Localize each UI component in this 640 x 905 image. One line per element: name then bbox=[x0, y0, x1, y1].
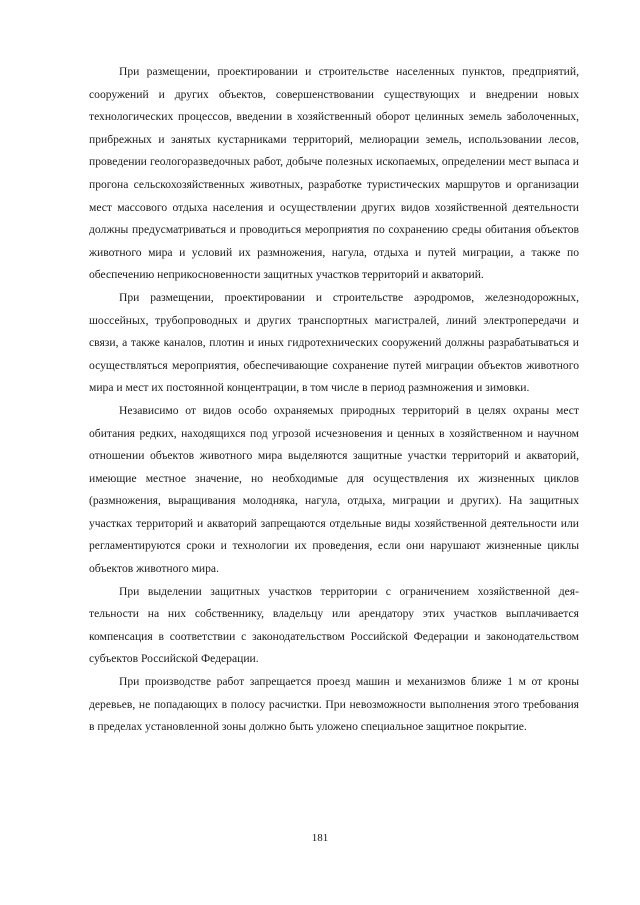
page-number: 181 bbox=[311, 832, 329, 844]
body-text bbox=[89, 61, 579, 739]
paragraph-5: При производстве работ запрещается проезд машин и механизмов ближе 1 м от кроны деревьев, не попадающих в полосу расчистки. При невозможности выполнения этого требования в пределах установленной зоны должно быть уложено специальное защитное покрытие. bbox=[89, 675, 579, 734]
paragraph-1: При размещении, проектировании и строительстве населенных пунктов, предприятий, сооружений и других объектов, совершенствовании существующих и внедрении новых технологических процессов, введении в хозяйственный оборот целинных земель заболоченных, прибрежных и занятых кустарниками территорий, мелиорации земель, использовании лесов, проведении геологоразведочных работ, добыче полезных ископаемых, определении мест выпаса и прогона сельскохозяйственных животных, разработке туристических маршрутов и организации мест массового отдыха населения и осуществлении других видов хозяйственной деятельности должны предусматриваться и проводиться мероприятия по сохранению среды обитания объектов животного мира и условий их размножения, нагула, отдыха и путей миграции, а также по обеспечению неприкосновенности защитных участков территорий и акваторий. bbox=[89, 65, 579, 282]
paragraph-4: При выделении защитных участков территории с ограничением хозяйственной деятельности на них собственнику, владельцу или арендатору этих участков выплачивается компенсация в соответствии с законодательством Российской Федерации и законодательством субъектов Российской Федерации. bbox=[89, 584, 579, 666]
paragraph-2: При размещении, проектировании и строительстве аэродромов, железнодорожных, шоссейных, трубопроводных и других транспортных магистралей, линий электропередачи и связи, а также каналов, плотин и иных гидротехнических сооружений должны разрабатываться и осуществляться мероприятия, обеспечивающие сохранение путей миграции объектов животного мира и мест их постоянной концентрации, в том числе в период размножения и зимовки. bbox=[89, 290, 579, 395]
paragraph-3: Независимо от видов особо охраняемых природных территорий в целях охраны мест обитания редких, находящихся под угрозой исчезновения и ценных в хозяйственном и научном отношении объектов животного мира выделяются защитные участки территорий и акваторий, имеющие местное значение, но необходимые для осуществления их жизненных циклов (размножения, выращивания молодняка, нагула, отдыха, миграции и других). На защитных участках территорий и акваторий запрещаются отдельные виды хозяйственной деятельности или регламентируются сроки и технологии их проведения, если они нарушают жизненные циклы объектов животного мира. bbox=[89, 403, 579, 576]
